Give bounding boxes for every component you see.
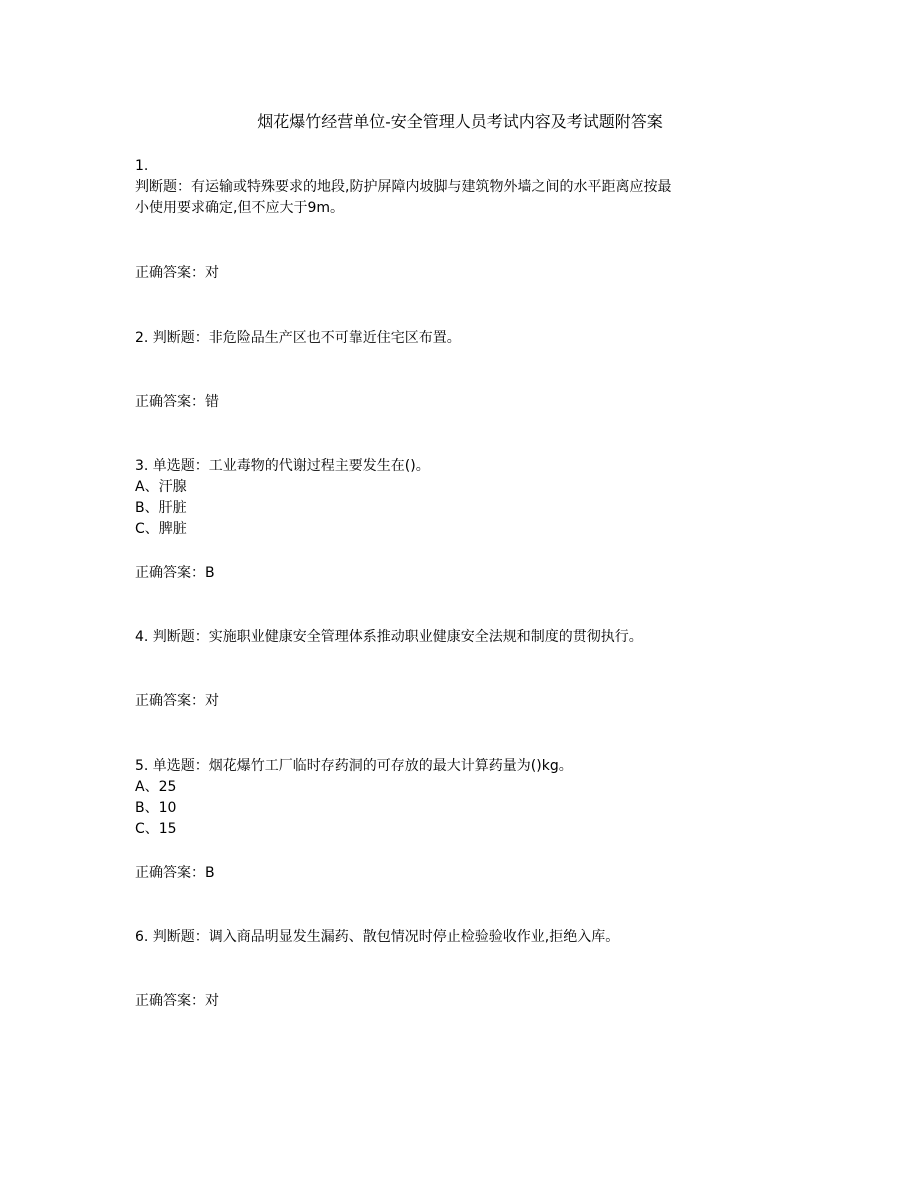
question-5-text: 5. 单选题：烟花爆竹工厂临时存药洞的可存放的最大计算药量为()kg。 <box>135 758 573 774</box>
question-5-option-c: C、15 <box>135 821 177 837</box>
question-6-answer: 正确答案：对 <box>135 993 219 1009</box>
question-1-text-line-2: 小使用要求确定,但不应大于9m。 <box>135 200 344 216</box>
document-title: 烟花爆竹经营单位-安全管理人员考试内容及考试题附答案 <box>257 112 663 131</box>
question-1-answer: 正确答案：对 <box>135 265 219 281</box>
question-3-option-a: A、汗腺 <box>135 479 187 495</box>
question-3-option-b: B、肝脏 <box>135 500 187 516</box>
question-5-option-b: B、10 <box>135 800 177 816</box>
question-6-text: 6. 判断题：调入商品明显发生漏药、散包情况时停止检验验收作业,拒绝入库。 <box>135 929 620 945</box>
question-3-text: 3. 单选题：工业毒物的代谢过程主要发生在()。 <box>135 458 430 474</box>
question-1-text-line-1: 判断题：有运输或特殊要求的地段,防护屏障内坡脚与建筑物外墙之间的水平距离应按最 <box>135 179 672 195</box>
question-5-option-a: A、25 <box>135 779 177 795</box>
question-2-text: 2. 判断题：非危险品生产区也不可靠近住宅区布置。 <box>135 330 461 346</box>
question-5-answer: 正确答案：B <box>135 865 215 881</box>
question-3-option-c: C、脾脏 <box>135 521 187 537</box>
question-1-number: 1. <box>135 158 149 174</box>
question-2-answer: 正确答案：错 <box>135 394 219 410</box>
question-4-text: 4. 判断题：实施职业健康安全管理体系推动职业健康安全法规和制度的贯彻执行。 <box>135 629 643 645</box>
question-4-answer: 正确答案：对 <box>135 693 219 709</box>
question-3-answer: 正确答案：B <box>135 565 215 581</box>
